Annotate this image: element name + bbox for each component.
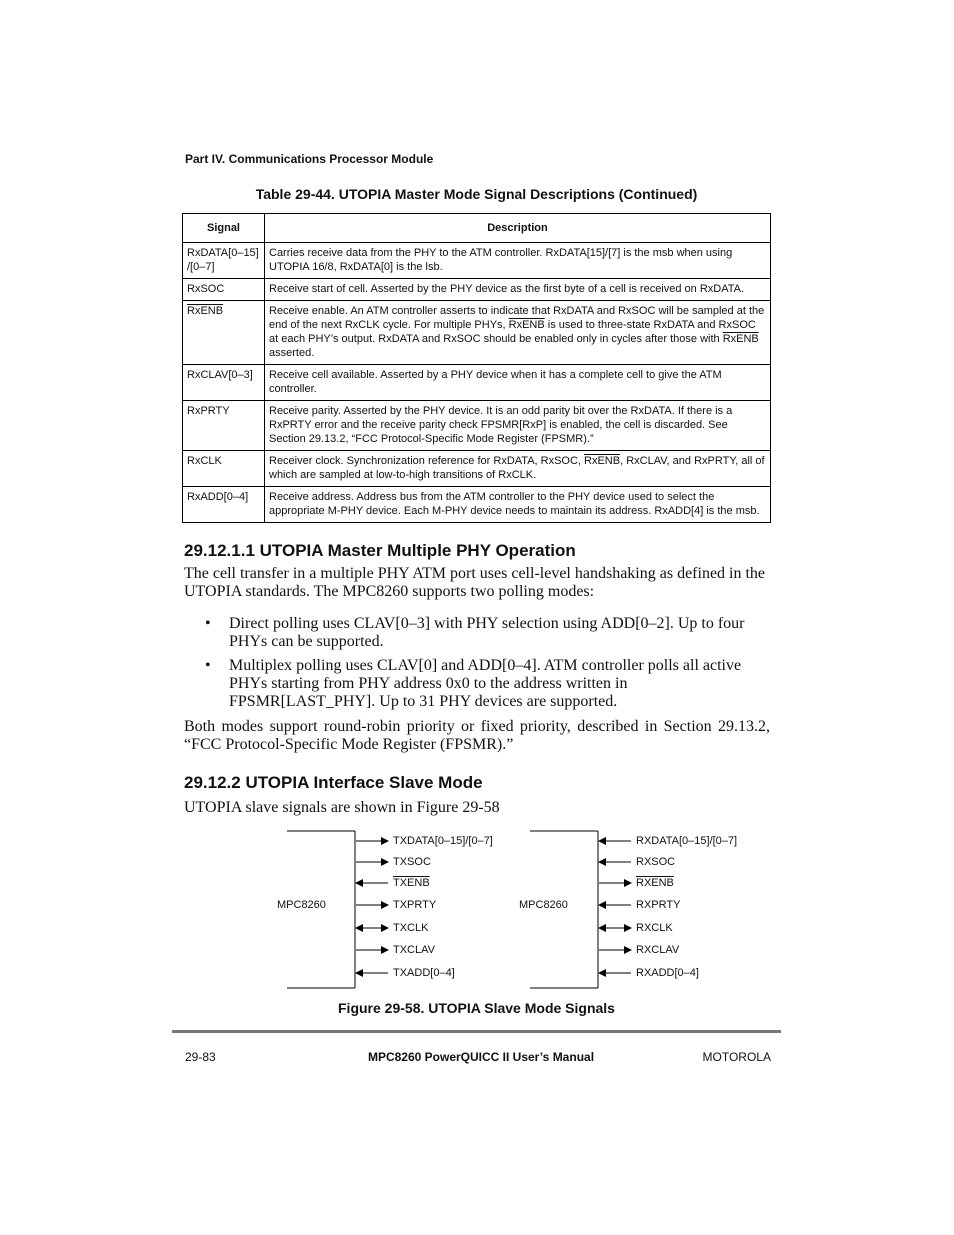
section-paragraph: UTOPIA slave signals are shown in Figure 29-58 [184,799,500,816]
signal-name: RxSOC [187,283,225,295]
manual-title: MPC8260 PowerQUICC II User’s Manual [367,1050,595,1064]
block-label-rx: MPC8260 [519,899,568,911]
signal-label-rxenb: RXENB [636,877,674,889]
signal-label-rxdata: RXDATA[0–15]/[0–7] [636,835,738,847]
signal-name: RxADD[0–4] [187,491,249,503]
description-text: Receive parity. Asserted by the PHY device. It is an odd parity bit over the RxDATA. If there is a RxPRTY error and the receive parity check FPSMR[RxP] is enabled, the cell is discarded. See Section 29.13.2, “FCC Protocol-Specific Mode Register (FPSMR).” [269,405,733,445]
section-paragraph: Both modes support round-robin priority or fixed priority, described in Section 29.13.2, “FCC Protocol-Specific Mode Register (FPSMR).” [184,718,770,753]
signal-label-rxprty: RXPRTY [636,899,681,911]
page-number: 29-83 [185,1050,216,1064]
description-text: Carries receive data from the PHY to the ATM controller. RxDATA[15]/[7] is the msb when using UTOPIA 16/8, RxDATA[0] is the lsb. [269,247,733,273]
signal-label-txdata: TXDATA[0–15]/[0–7] [393,835,493,847]
signal-label-txprty: TXPRTY [393,899,437,911]
section-heading-multiple-phy: 29.12.1.1 UTOPIA Master Multiple PHY Operation [184,541,576,560]
bullet-marker: • [205,657,211,674]
description-text: Receive enable. An ATM controller asserts to indicate that RxDATA and RxSOC will be sampled at the end of the next RxCLK cycle. For multiple PHYs, [269,305,765,331]
signal-label-txsoc: TXSOC [393,856,431,868]
company-name: MOTOROLA [702,1050,771,1064]
description-text: Receive address. Address bus from the ATM controller to the PHY device used to select the appropriate M-PHY device. Each M-PHY device needs to maintain its address. RxADD[4] is the msb. [269,491,760,517]
bullet-item-multiplex-polling: Multiplex polling uses CLAV[0] and ADD[0–4]. ATM controller polls all active PHYs starting from PHY address 0x0 to the address written in FPSMR[LAST_PHY]. Up to 31 PHY devices are supported. [229,657,742,710]
footer-rule [172,1030,781,1033]
figure-caption: Figure 29-58. UTOPIA Slave Mode Signals [338,1000,615,1016]
active-low-signal: RxENB [722,333,759,345]
signal-label-txclav: TXCLAV [393,944,435,956]
column-header-description: Description [265,214,771,243]
signal-label-rxsoc: RXSOC [636,856,676,868]
signal-label-rxadd: RXADD[0–4] [636,967,699,979]
signal-name: RxENB [187,305,224,317]
signal-name-suffix: /[0–7] [187,261,215,273]
signal-label-rxclk: RXCLK [636,922,673,934]
signal-name: RxPRTY [187,405,230,417]
active-low-signal: RxENB [508,319,545,331]
signal-name: RxDATA[0–15] [187,247,259,259]
running-head: Part IV. Communications Processor Module [185,152,434,166]
description-text: asserted. [269,347,315,359]
signal-name: RxCLAV[0–3] [187,369,253,381]
signal-label-txclk: TXCLK [393,922,429,934]
section-paragraph: The cell transfer in a multiple PHY ATM port uses cell-level handshaking as defined in the UTOPIA standards. The MPC8260 supports two polling modes: [184,565,766,600]
description-text: Receive cell available. Asserted by a PHY device when it has a complete cell to give the ATM controller. [269,369,722,395]
column-header-signal: Signal [183,214,265,243]
description-text: Receive start of cell. Asserted by the PHY device as the first byte of a cell is received on RxDATA. [269,283,745,295]
section-heading-slave-mode: 29.12.2 UTOPIA Interface Slave Mode [184,773,483,792]
signal-name: RxCLK [187,455,222,467]
description-text: , RxCLAV, and RxPRTY, all of which are sampled at low-to-high transitions of RxCLK. [269,455,765,481]
table-title: Table 29-44. UTOPIA Master Mode Signal Descriptions (Continued) [255,186,698,202]
active-low-signal: RxENB [584,455,621,467]
signal-label-rxclav: RXCLAV [636,944,680,956]
bullet-marker: • [205,615,211,632]
signal-label-txadd: TXADD[0–4] [393,967,455,979]
block-label-tx: MPC8260 [277,899,326,911]
description-text: Receiver clock. Synchronization reference for RxDATA, RxSOC, [269,455,585,467]
bullet-item-direct-polling: Direct polling uses CLAV[0–3] with PHY selection using ADD[0–2]. Up to four PHYs can be supported. [229,615,745,650]
signal-label-txenb: TXENB [393,877,430,889]
description-text: is used to three-state RxDATA and RxSOC at each PHY’s output. RxDATA and RxSOC should be enabled only in cycles after those with [269,319,756,345]
